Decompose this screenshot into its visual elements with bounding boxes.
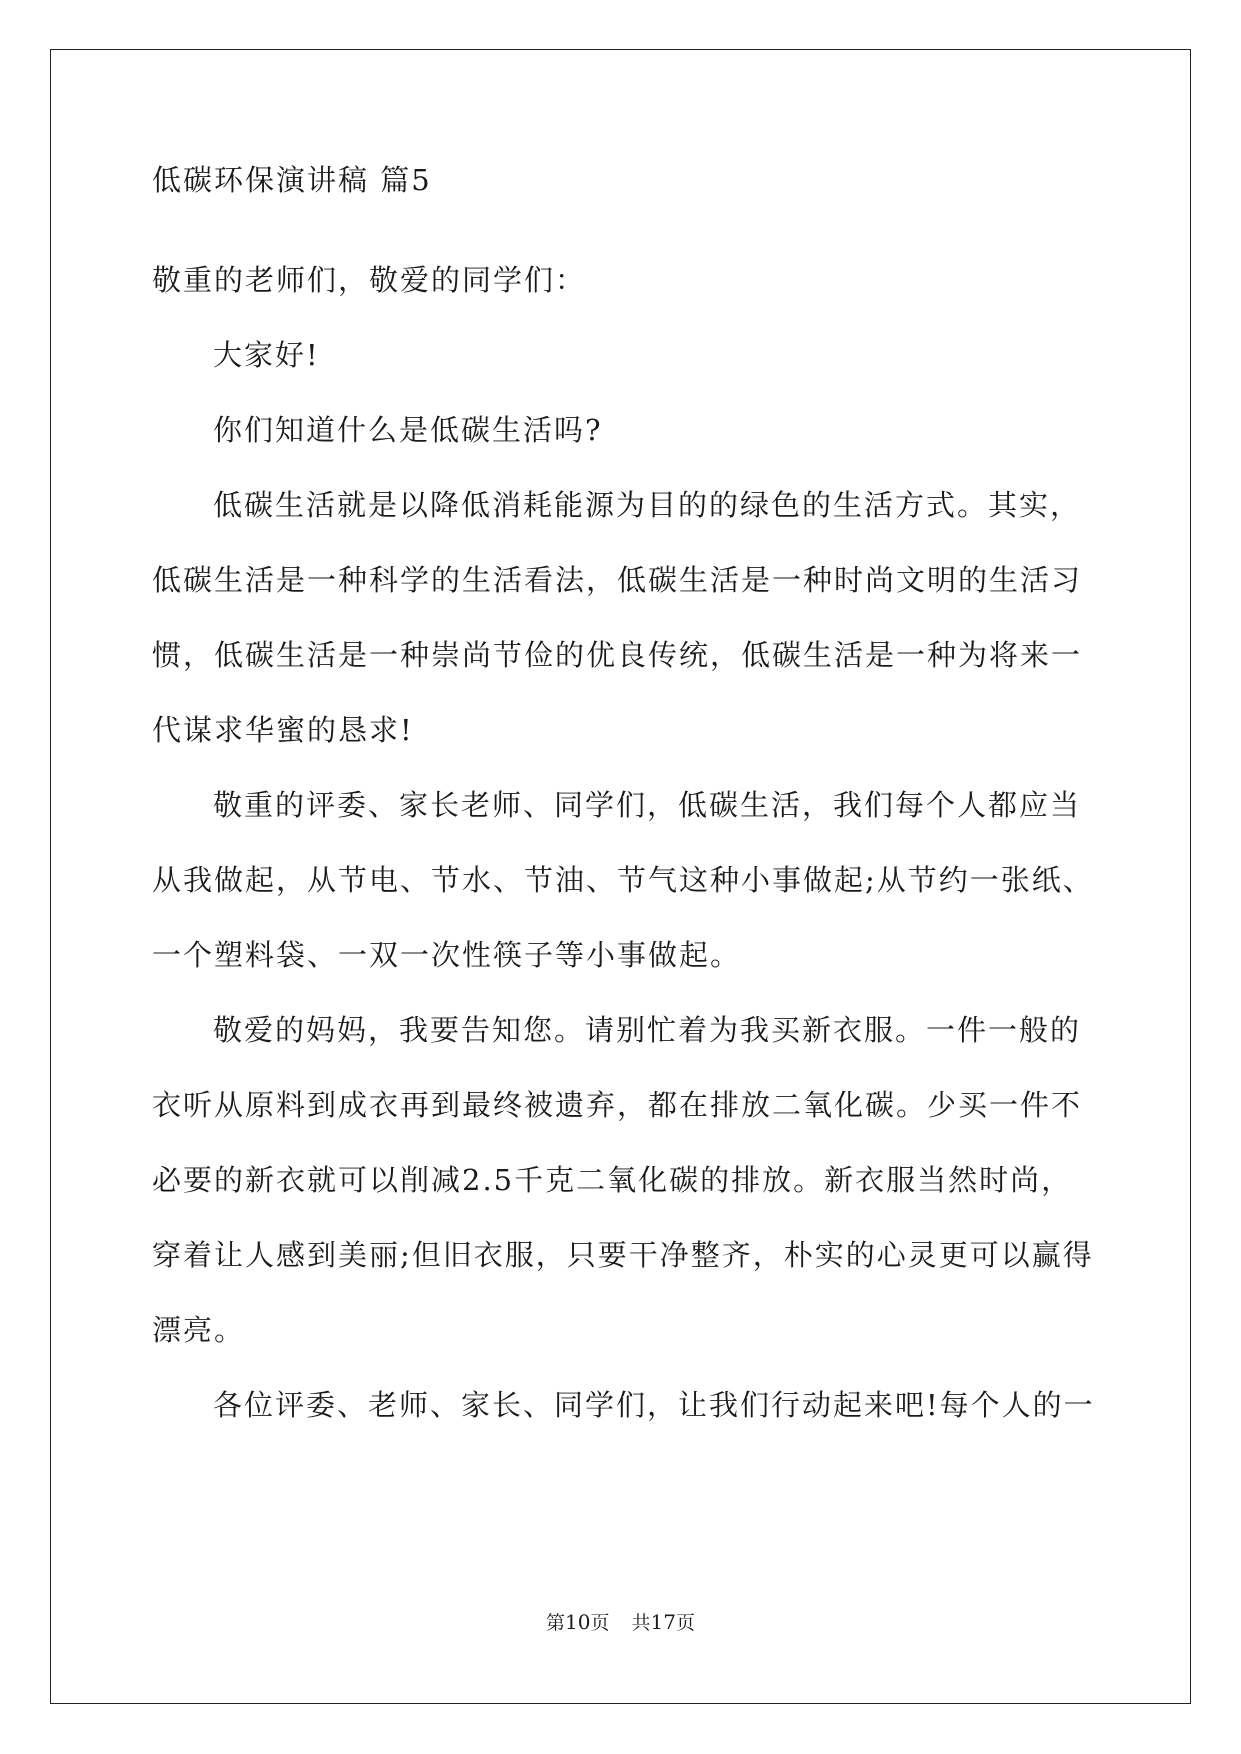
text-line: 各位评委、老师、家长、同学们，让我们行动起来吧!每个人的一 <box>213 1388 1095 1422</box>
page-total: 17 <box>650 1610 676 1634</box>
text-line: 代谋求华蜜的恳求! <box>152 713 414 747</box>
text-line: 漂亮。 <box>152 1313 246 1347</box>
page-footer <box>0 1608 1241 1635</box>
text-line: 低碳生活是一种科学的生活看法，低碳生活是一种时尚文明的生活习 <box>152 563 1083 597</box>
text-line: 大家好! <box>213 338 320 372</box>
page-number-prefix: 第 <box>546 1612 566 1634</box>
text-line: 惯，低碳生活是一种崇尚节俭的优良传统，低碳生活是一种为将来一 <box>152 638 1083 672</box>
page-total-prefix: 共 <box>631 1612 651 1634</box>
document-body <box>152 160 1112 1443</box>
page-number-suffix: 页 <box>590 1612 610 1634</box>
page-number-current: 10 <box>565 1610 591 1634</box>
text-line: 衣听从原料到成衣再到最终被遗弃，都在排放二氧化碳。少买一件不 <box>152 1088 1083 1122</box>
text-line: 敬重的老师们，敬爱的同学们： <box>152 263 587 297</box>
text-line: 必要的新衣就可以削减2.5千克二氧化碳的排放。新衣服当然时尚， <box>152 1163 1073 1197</box>
text-line: 敬爱的妈妈，我要告知您。请别忙着为我买新衣服。一件一般的 <box>213 1013 1082 1047</box>
text-line: 穿着让人感到美丽;但旧衣服，只要干净整齐，朴实的心灵更可以赢得 <box>152 1238 1094 1272</box>
text-line: 低碳生活就是以降低消耗能源为目的的绿色的生活方式。其实， <box>213 488 1082 522</box>
page-total-suffix: 页 <box>675 1612 695 1634</box>
document-title: 低碳环保演讲稿 篇5 <box>152 163 432 197</box>
text-line: 敬重的评委、家长老师、同学们，低碳生活，我们每个人都应当 <box>213 788 1082 822</box>
text-line: 从我做起，从节电、节水、节油、节气这种小事做起;从节约一张纸、 <box>152 863 1094 897</box>
paragraph-lines <box>152 243 1112 1443</box>
text-line: 一个塑料袋、一双一次性筷子等小事做起。 <box>152 938 742 972</box>
text-line: 你们知道什么是低碳生活吗? <box>213 413 603 447</box>
